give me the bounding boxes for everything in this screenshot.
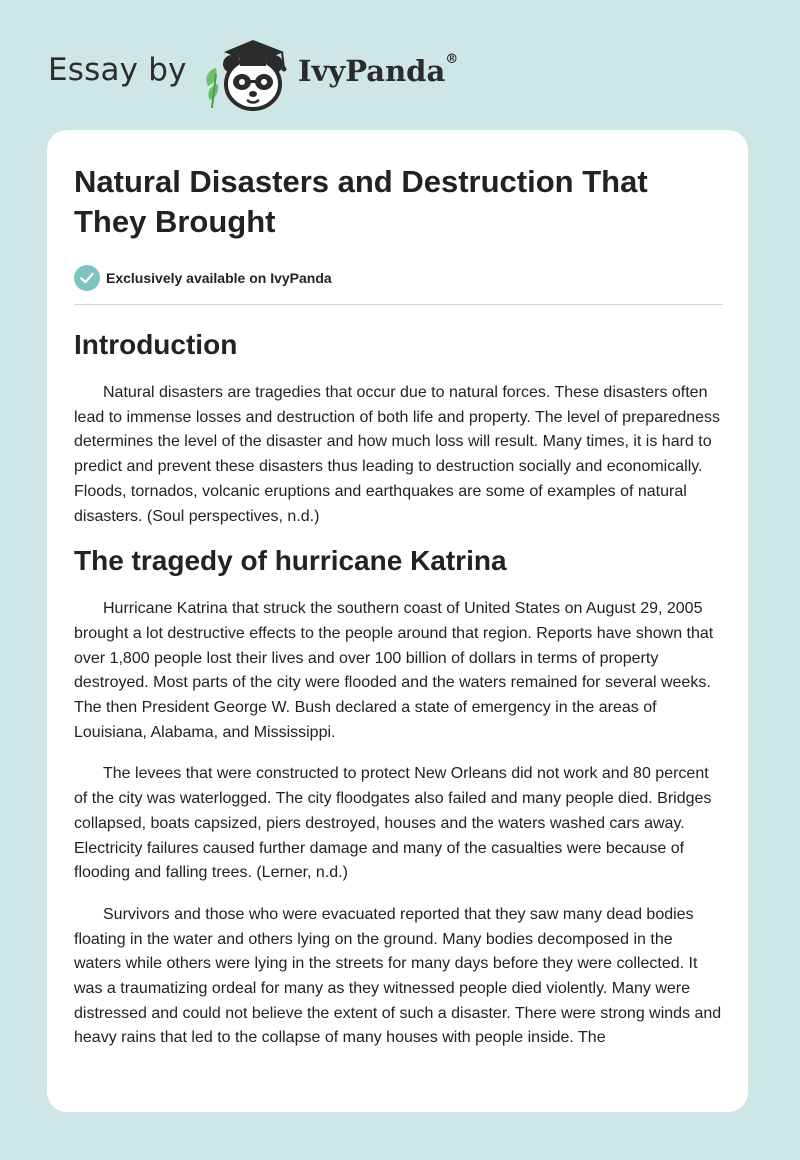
site-header <box>48 30 508 110</box>
paragraph: Survivors and those who were evacuated reported that they saw many dead bodies floating in the water and others lying on the ground. Many bodies decomposed in the waters while others were lying in the streets for many days before they were collected. It was a traumatizing ordeal for many as they witnessed people died violently. Many were distressed and could not believe the extent of such a disaster. There were strong winds and heavy rains that led to the collapse of many houses with people inside. The <box>74 905 722 1047</box>
title-divider <box>74 304 723 305</box>
article-card <box>47 130 748 1112</box>
panda-logo-icon <box>202 34 292 112</box>
essay-by-label: Essay by <box>48 52 187 88</box>
paragraph: The levees that were constructed to protect New Orleans did not work and 80 percent of the city was waterlogged. The city floodgates also failed and many people died. Bridges collapsed, boats capsized, piers destroyed, houses and the waters washed cars away. Electricity failures caused further damage and many of the casualties were because of flooding and falling trees. (Lerner, n.d.) <box>74 765 712 882</box>
brand-text: IvyPanda <box>298 54 446 88</box>
article-content <box>74 162 722 1051</box>
section-heading-introduction: Introduction <box>74 329 238 360</box>
article-card-clip <box>47 130 748 1112</box>
exclusive-badge-text: Exclusively available on IvyPanda <box>106 270 332 286</box>
check-circle-icon <box>74 265 100 291</box>
brand-name <box>298 54 458 88</box>
article-title: Natural Disasters and Destruction That They Brought <box>74 164 648 239</box>
exclusive-badge <box>74 264 722 292</box>
paragraph: Hurricane Katrina that struck the southern coast of United States on August 29, 2005 brought a lot destructive effects to the people around that region. Reports have shown that over 1,800 people lost their lives and over 100 billion of dollars in terms of property destroyed. Most parts of the city were flooded and the waters remained for several weeks. The then President George W. Bush declared a state of emergency in the areas of Louisiana, Alabama, and Mississippi. <box>74 600 714 741</box>
registered-mark: ® <box>445 52 459 67</box>
section-heading-katrina: The tragedy of hurricane Katrina <box>74 545 507 577</box>
paragraph: Natural disasters are tragedies that occur due to natural forces. These disasters often lead to immense losses and destruction of both life and property. The level of preparedness determines the level of the disaster and how much loss will result. Many times, it is hard to predict and prevent these disasters thus leading to destruction socially and economically. Floods, tornados, volcanic eruptions and earthquakes are some of examples of natural disasters. (Soul perspectives, n.d.) <box>74 384 721 525</box>
